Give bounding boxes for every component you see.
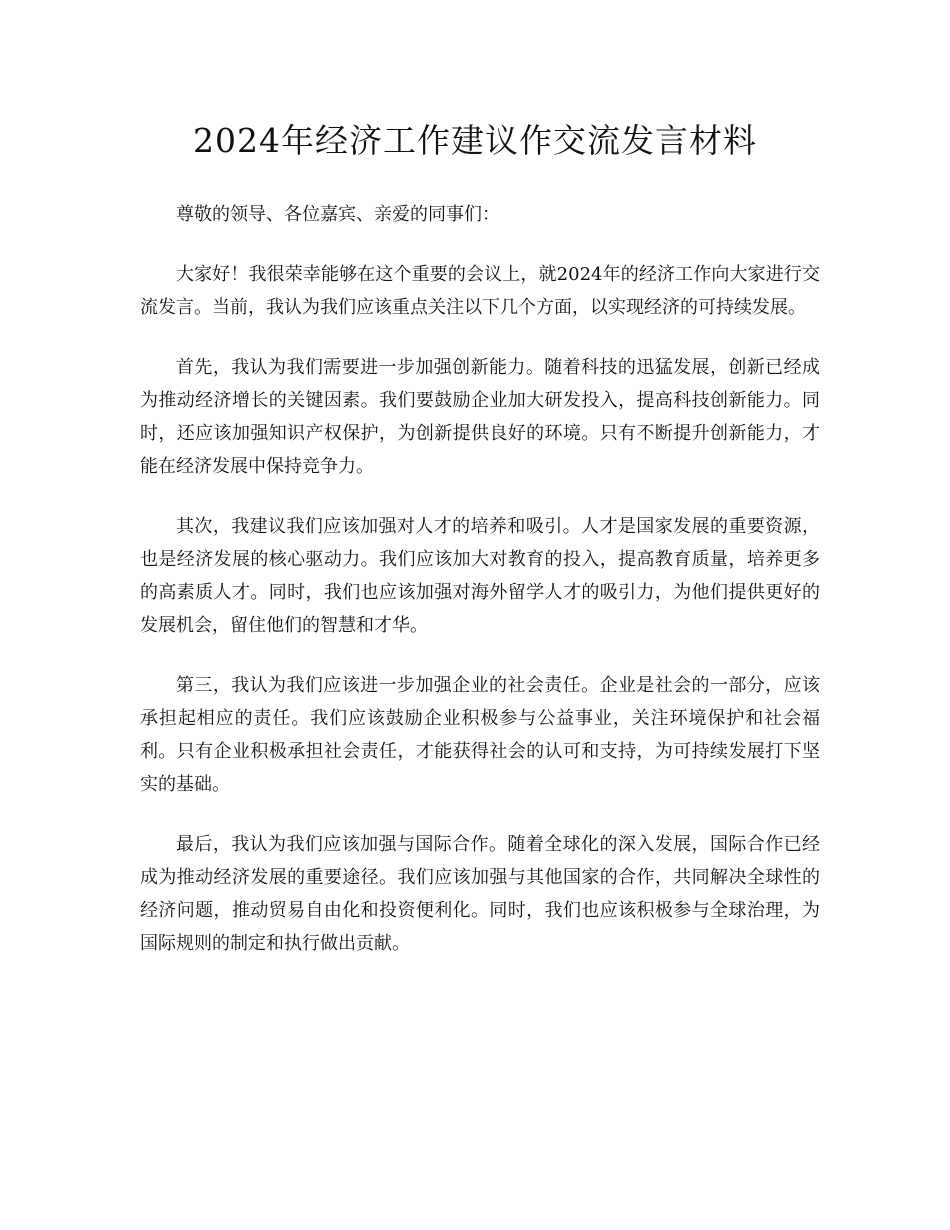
international-cooperation-paragraph: 最后，我认为我们应该加强与国际合作。随着全球化的深入发展，国际合作已经成为推动经济发展的重要途径。我们应该加强与其他国家的合作，共同解决全球性的经济问题，推动贸易自由化和投资便利化。同时，我们也应该积极参与全球治理，为国际规则的制定和执行做出贡献。 [140,834,820,954]
innovation-paragraph: 首先，我认为我们需要进一步加强创新能力。随着科技的迅猛发展，创新已经成为推动经济增长的关键因素。我们要鼓励企业加大研发投入，提高科技创新能力。同时，还应该加强知识产权保护，为创新提供良好的环境。只有不断提升创新能力，才能在经济发展中保持竞争力。 [140,357,820,477]
social-responsibility-paragraph: 第三，我认为我们应该进一步加强企业的社会责任。企业是社会的一部分，应该承担起相应的责任。我们应该鼓励企业积极参与公益事业，关注环境保护和社会福利。只有企业积极承担社会责任，才能获得社会的认可和支持，为可持续发展打下坚实的基础。 [140,675,820,795]
talent-paragraph: 其次，我建议我们应该加强对人才的培养和吸引。人才是国家发展的重要资源，也是经济发展的核心驱动力。我们应该加大对教育的投入，提高教育质量，培养更多的高素质人才。同时，我们也应该加强对海外留学人才的吸引力，为他们提供更好的发展机会，留住他们的智慧和才华。 [140,516,820,636]
salutation-paragraph: 尊敬的领导、各位嘉宾、亲爱的同事们： [176,204,500,225]
opening-paragraph: 大家好！我很荣幸能够在这个重要的会议上，就2024年的经济工作向大家进行交流发言。当前，我认为我们应该重点关注以下几个方面，以实现经济的可持续发展。 [140,264,820,318]
document-body [140,198,820,987]
document-title: 2024年经济工作建议作交流发言材料 [193,121,757,160]
